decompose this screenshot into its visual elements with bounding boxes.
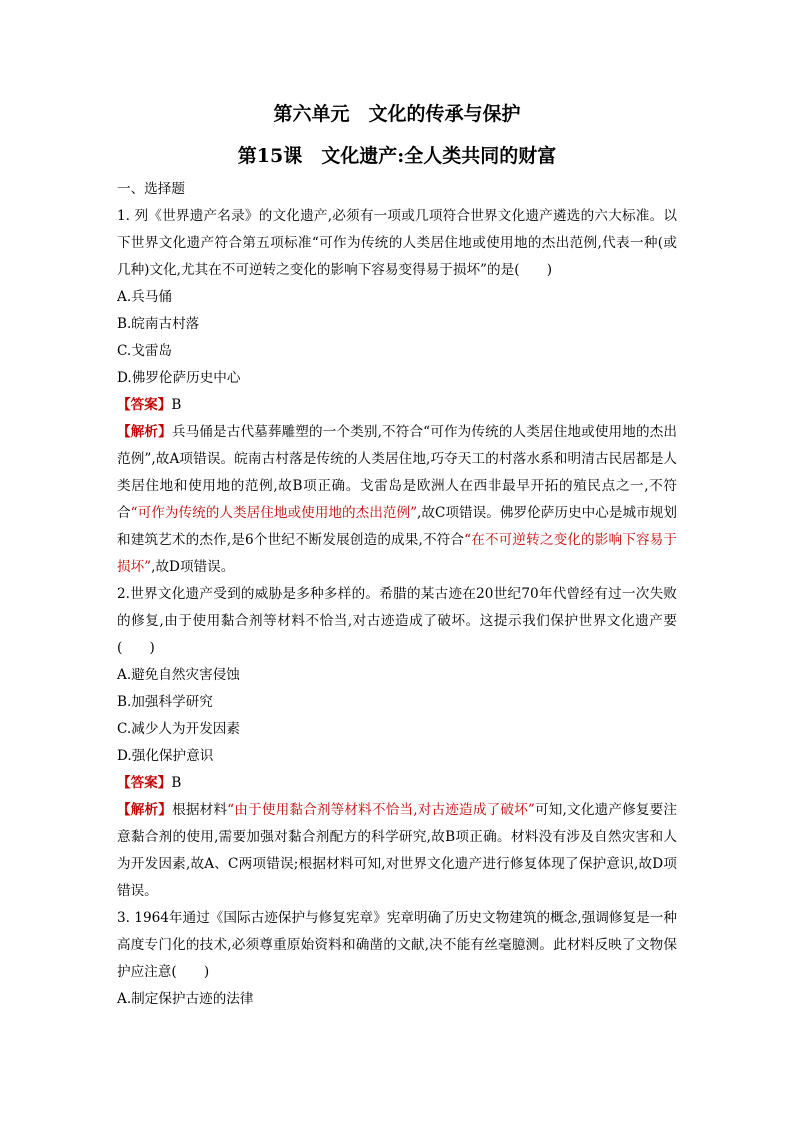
analysis-text: 可知,文化遗产修复要注意黏合剂的使用,需要加强对黏合剂配方的科学研究,故B项正确。材料没有涉及自然灾害和人为开发因素,故A、C两项错误;根据材料可知,对世界文化遗产进行修复体现了保护意识,故D项错误。 [117, 802, 678, 899]
question-1-option-a: A.兵马俑 [117, 289, 172, 305]
question-1-answer [117, 392, 677, 419]
question-2-option-a: A.避免自然灾害侵蚀 [117, 667, 240, 683]
lesson-title: 第15课 文化遗产:全人类共同的财富 [237, 145, 557, 167]
analysis-tag: 【解析】 [117, 802, 173, 818]
answer-tag: 【答案】 [117, 397, 172, 413]
analysis-text: 根据材料 [172, 802, 228, 818]
analysis-text: 兵马俑是古代墓葬雕塑的一个类别,不符合“可作为传统的人类居住地或使用地的杰出范例”,故A项错误。皖南古村落是传统的人类居住地,巧夺天工的村落水系和明清古民居都是人类居住地和使用地的范例,故B项正确。戈雷岛是欧洲人在西非最早开拓的殖民点之一,不符合 [117, 424, 678, 521]
question-2-stem: 2.世界文化遗产受到的威胁是多种多样的。希腊的某古迹在20世纪70年代曾经有过一次失败的修复,由于使用黏合剂等材料不恰当,对古迹造成了破坏。这提示我们保护世界文化遗产要( ) [117, 586, 677, 656]
analysis-quote: “由于使用黏合剂等材料不恰当,对古迹造成了破坏” [227, 802, 535, 818]
question-1-stem: 1. 列《世界遗产名录》的文化遗产,必须有一项或几项符合世界文化遗产遴选的六大标准。以下世界文化遗产符合第五项标准“可作为传统的人类居住地或使用地的杰出范例,代表一种(或几种)文化,尤其在不可逆转之变化的影响下容易变得易于损坏”的是( ) [117, 208, 677, 278]
question-2-analysis [117, 797, 677, 905]
analysis-quote: “可作为传统的人类居住地或使用地的杰出范例” [130, 505, 418, 521]
question-1-option-d: D.佛罗伦萨历史中心 [117, 370, 241, 386]
question-3-option-a: A.制定保护古迹的法律 [117, 991, 254, 1007]
question-2-option-b: B.加强科学研究 [117, 694, 213, 710]
analysis-quote: “在不可逆转之变化的影响下容易于损坏” [117, 532, 677, 575]
analysis-tag: 【解析】 [117, 424, 172, 440]
question-1-analysis [117, 419, 677, 581]
analysis-text: ,故C项错误。佛罗伦萨历史中心是城市规划和建筑艺术的杰作,是6个世纪不断发展创造的成果,不符合 [117, 505, 677, 548]
question-3-stem: 3. 1964年通过《国际古迹保护与修复宪章》宪章明确了历史文物建筑的概念,强调修复是一种高度专门化的技术,必须尊重原始资料和确凿的文献,决不能有丝毫臆测。此材料反映了文物保护应注意( ) [117, 910, 677, 980]
answer-tag: 【答案】 [117, 775, 172, 791]
answer-value: B [171, 775, 182, 791]
analysis-text: ,故D项错误。 [151, 559, 235, 575]
section-heading: 一、选择题 [117, 181, 185, 197]
document-body [117, 176, 677, 1013]
answer-value: B [171, 397, 182, 413]
question-2-option-c: C.减少人为开发因素 [117, 721, 240, 737]
question-1-option-c: C.戈雷岛 [117, 343, 173, 359]
question-2-answer [117, 770, 677, 797]
question-2-option-d: D.强化保护意识 [117, 748, 214, 764]
unit-title: 第六单元 文化的传承与保护 [273, 103, 521, 125]
question-1-option-b: B.皖南古村落 [117, 316, 200, 332]
